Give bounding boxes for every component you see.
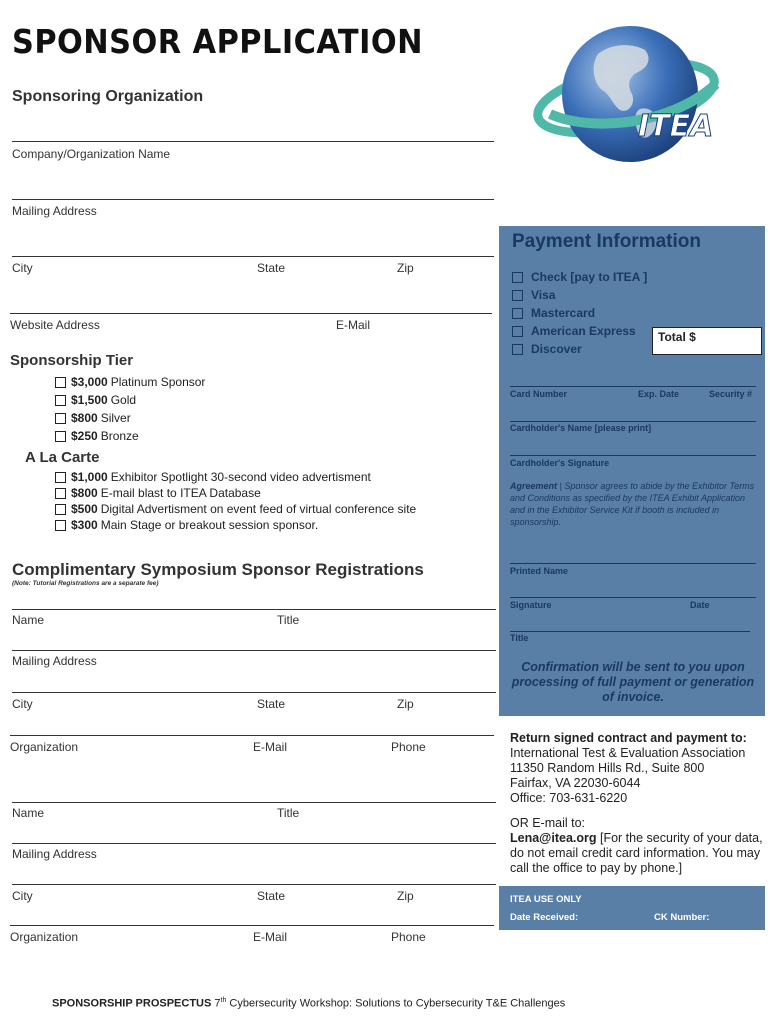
registrant2-org-line[interactable] bbox=[10, 925, 494, 926]
tutorial-note: (Note: Tutorial Registrations are a separate fee) bbox=[12, 580, 159, 587]
printed-name-line[interactable] bbox=[510, 563, 756, 564]
registrant1-city-line[interactable] bbox=[12, 692, 496, 693]
agreement-label: Agreement bbox=[510, 481, 558, 491]
section-heading-tier: Sponsorship Tier bbox=[10, 352, 134, 369]
registrant2-mailing-line[interactable] bbox=[12, 843, 496, 844]
company-name-label: Company/Organization Name bbox=[12, 147, 171, 161]
mailing-address-line[interactable] bbox=[12, 199, 494, 200]
signature-line[interactable] bbox=[510, 597, 756, 598]
registrant2-email-label: E-Mail bbox=[253, 930, 288, 944]
checkbox[interactable] bbox=[55, 488, 66, 499]
return-line: 11350 Random Hills Rd., Suite 800 bbox=[510, 761, 705, 775]
alacarte-list bbox=[55, 469, 416, 533]
footer bbox=[52, 997, 565, 1010]
exp-date-label: Exp. Date bbox=[638, 389, 680, 399]
return-info bbox=[510, 731, 766, 876]
total-field[interactable] bbox=[652, 327, 762, 355]
payment-option-amex[interactable]: American Express bbox=[512, 322, 647, 340]
tier-option-gold[interactable]: $1,500 Gold bbox=[55, 391, 205, 409]
return-line: International Test & Evaluation Association bbox=[510, 746, 746, 760]
registrant1-email-label: E-Mail bbox=[253, 740, 288, 754]
tier-option-bronze[interactable]: $250 Bronze bbox=[55, 427, 205, 445]
return-line: Office: 703-631-6220 bbox=[510, 791, 628, 805]
registrant1-name-label: Name bbox=[12, 613, 45, 627]
title-line[interactable] bbox=[510, 631, 750, 632]
checkbox[interactable] bbox=[55, 504, 66, 515]
registrant2-title-label: Title bbox=[277, 806, 300, 820]
checkbox[interactable] bbox=[55, 472, 66, 483]
footer-bold: SPONSORSHIP PROSPECTUS bbox=[52, 997, 212, 1010]
ck-number-label: CK Number: bbox=[654, 912, 710, 923]
registrant1-name-line[interactable] bbox=[12, 609, 496, 610]
agreement-text bbox=[510, 480, 756, 528]
email-link[interactable]: Lena@itea.org bbox=[510, 831, 597, 845]
tier-option-silver[interactable]: $800 Silver bbox=[55, 409, 205, 427]
checkbox[interactable] bbox=[512, 290, 523, 301]
payment-option-check[interactable]: Check [pay to ITEA ] bbox=[512, 268, 647, 286]
alacarte-option-main-stage[interactable]: $300 Main Stage or breakout session sponsor. bbox=[55, 517, 416, 533]
signature-label: Signature bbox=[510, 600, 552, 610]
card-number-line[interactable] bbox=[510, 386, 756, 387]
cardholder-signature-line[interactable] bbox=[510, 455, 756, 456]
website-label: Website Address bbox=[10, 318, 100, 332]
city-state-zip-line[interactable] bbox=[12, 256, 494, 257]
registrant1-org-label: Organization bbox=[10, 740, 79, 754]
payment-option-discover[interactable]: Discover bbox=[512, 340, 647, 358]
footer-num: 7 bbox=[214, 997, 221, 1010]
alacarte-option-email-blast[interactable]: $800 E-mail blast to ITEA Database bbox=[55, 485, 416, 501]
section-heading-alacarte: A La Carte bbox=[25, 449, 100, 466]
email-note: Lena@itea.org [For the security of your data, do not email credit card information. You may call the office to pay by phone.] bbox=[510, 831, 763, 875]
state-label: State bbox=[257, 261, 286, 275]
or-email-label: OR E-mail to: bbox=[510, 816, 586, 830]
tier-option-platinum[interactable]: $3,000 Platinum Sponsor bbox=[55, 373, 205, 391]
title-label: Title bbox=[510, 633, 529, 643]
checkbox[interactable] bbox=[512, 326, 523, 337]
registrant2-name-line[interactable] bbox=[12, 802, 496, 803]
payment-heading: Payment Information bbox=[512, 231, 701, 252]
security-label: Security # bbox=[709, 389, 753, 399]
registrant2-city-label: City bbox=[12, 889, 33, 903]
cardholder-name-line[interactable] bbox=[510, 421, 756, 422]
checkbox[interactable] bbox=[55, 413, 66, 424]
card-number-label: Card Number bbox=[510, 389, 568, 399]
tier-list bbox=[55, 373, 205, 445]
checkbox[interactable] bbox=[512, 272, 523, 283]
payment-options bbox=[512, 268, 647, 358]
itea-use-heading: ITEA USE ONLY bbox=[510, 894, 582, 905]
company-name-line[interactable] bbox=[12, 141, 494, 142]
date-received-label: Date Received: bbox=[510, 912, 579, 923]
registrant2-state-label: State bbox=[257, 889, 286, 903]
itea-use-panel bbox=[499, 886, 765, 930]
cardholder-name-label: Cardholder's Name [please print] bbox=[510, 423, 652, 433]
alacarte-option-digital-ad[interactable]: $500 Digital Advertisment on event feed of virtual conference site bbox=[55, 501, 416, 517]
return-heading: Return signed contract and payment to: bbox=[510, 731, 747, 745]
alacarte-option-spotlight[interactable]: $1,000 Exhibitor Spotlight 30-second video advertisment bbox=[55, 469, 416, 485]
checkbox[interactable] bbox=[55, 431, 66, 442]
registrant1-mailing-label: Mailing Address bbox=[12, 654, 97, 668]
mailing-address-label: Mailing Address bbox=[12, 204, 97, 218]
footer-rest: Cybersecurity Workshop: Solutions to Cybersecurity T&E Challenges bbox=[226, 997, 566, 1010]
confirmation-note: Confirmation will be sent to you upon processing of full payment or generation of invoice. bbox=[511, 660, 755, 704]
registrant2-name-label: Name bbox=[12, 806, 45, 820]
registrant1-zip-label: Zip bbox=[397, 697, 414, 711]
registrant1-state-label: State bbox=[257, 697, 286, 711]
registrant1-title-label: Title bbox=[277, 613, 300, 627]
registrant2-phone-label: Phone bbox=[391, 930, 426, 944]
zip-label: Zip bbox=[397, 261, 414, 275]
section-heading-complimentary: Complimentary Symposium Sponsor Registrations bbox=[12, 560, 424, 579]
payment-option-visa[interactable]: Visa bbox=[512, 286, 647, 304]
logo-text: ITEA bbox=[638, 109, 714, 144]
date-label: Date bbox=[690, 600, 710, 610]
registrant2-city-line[interactable] bbox=[12, 884, 496, 885]
registrant2-org-label: Organization bbox=[10, 930, 79, 944]
checkbox[interactable] bbox=[55, 377, 66, 388]
itea-logo bbox=[530, 14, 725, 172]
checkbox[interactable] bbox=[55, 520, 66, 531]
return-line: Fairfax, VA 22030-6044 bbox=[510, 776, 641, 790]
checkbox[interactable] bbox=[512, 344, 523, 355]
email-label: E-Mail bbox=[336, 318, 371, 332]
city-label: City bbox=[12, 261, 33, 275]
agreement-body: | Sponsor agrees to abide by the Exhibitor Terms and Conditions as specified by the ITEA Exhibit Application and in the Exhibitor Service Kit if booth is included in sponsorship. bbox=[510, 481, 755, 527]
cardholder-signature-label: Cardholder's Signature bbox=[510, 458, 610, 468]
printed-name-label: Printed Name bbox=[510, 566, 569, 576]
section-heading-sponsoring-org: Sponsoring Organization bbox=[12, 88, 204, 105]
total-label: Total $ bbox=[658, 330, 696, 344]
website-email-line[interactable] bbox=[10, 313, 492, 314]
checkbox[interactable] bbox=[55, 395, 66, 406]
registrant2-mailing-label: Mailing Address bbox=[12, 847, 97, 861]
checkbox[interactable] bbox=[512, 308, 523, 319]
registrant1-city-label: City bbox=[12, 697, 33, 711]
page-title: SPONSOR APPLICATION bbox=[12, 22, 423, 61]
registrant2-zip-label: Zip bbox=[397, 889, 414, 903]
payment-option-mastercard[interactable]: Mastercard bbox=[512, 304, 647, 322]
registrant1-phone-label: Phone bbox=[391, 740, 426, 754]
footer-sup: th bbox=[220, 997, 227, 1004]
registrant1-mailing-line[interactable] bbox=[12, 650, 496, 651]
registrant1-org-line[interactable] bbox=[10, 735, 494, 736]
